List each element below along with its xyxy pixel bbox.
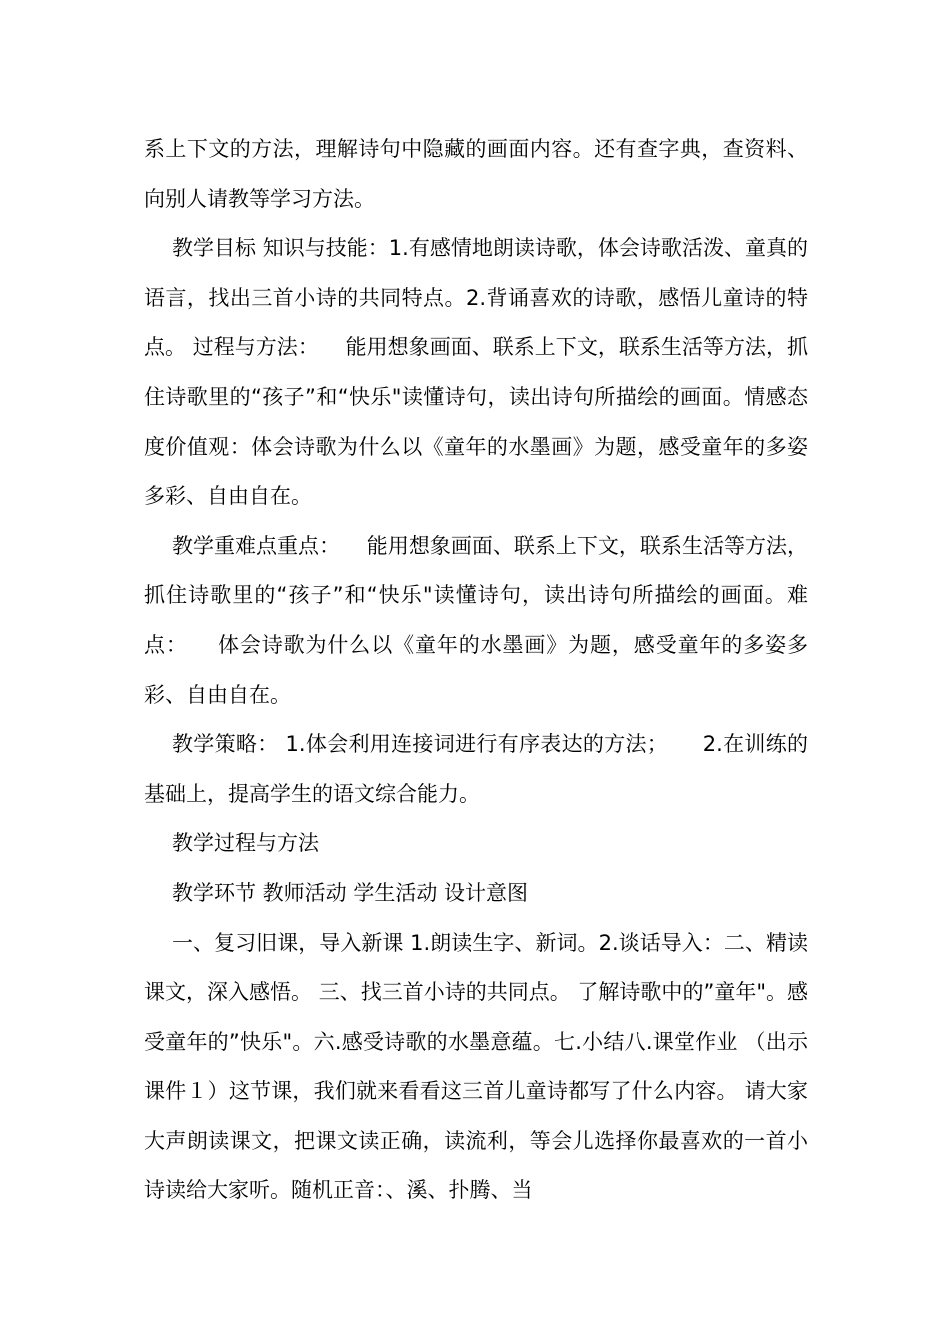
paragraph-key-difficulties: 教学重难点重点： 能用想象画面、联系上下文，联系生活等方法，抓住诗歌里的“孩子”和“快乐"读懂诗句，读出诗句所描绘的画面。难点： 体会诗歌为什么以《童年的水墨画》为题，感受童年的多姿多彩、自由自在。: [144, 533, 808, 707]
paragraph-process-heading: 教学过程与方法: [172, 831, 319, 856]
paragraph-method-continuation: 系上下文的方法，理解诗句中隐藏的画面内容。还有查字典，查资料、向别人请教等学习方法。: [144, 137, 808, 211]
paragraph-lesson-steps: 一、复习旧课，导入新课 1.朗读生字、新词。2.谈话导入：二、精读课文，深入感悟。 三、找三首小诗的共同点。 了解诗歌中的”童年"。感受童年的”快乐"。六.感受诗歌的水墨意蕴。七.小结八.课堂作业 （出示课件１）这节课，我们就来看看这三首儿童诗都写了什么内容。 请大家大声朗读课文，把课文读正确，读流利，等会儿选择你最喜欢的一首小诗读给大家听。随机正音：、溪、扑腾、当: [144, 930, 808, 1203]
paragraph-table-headers: 教学环节 教师活动 学生活动 设计意图: [172, 880, 529, 905]
paragraph-teaching-goals: 教学目标 知识与技能：1.有感情地朗读诗歌，体会诗歌活泼、童真的语言，找出三首小诗的共同特点。2.背诵喜欢的诗歌，感悟儿童诗的特点。 过程与方法： 能用想象画面、联系上下文，联系生活等方法，抓住诗歌里的“孩子”和“快乐"读懂诗句，读出诗句所描绘的画面。情感态度价值观：体会诗歌为什么以《童年的水墨画》为题，感受童年的多姿多彩、自由自在。: [144, 236, 808, 509]
paragraph-teaching-strategy: 教学策略： 1.体会利用连接词进行有序表达的方法； 2.在训练的基础上，提高学生的语文综合能力。: [144, 732, 808, 806]
document-body: [144, 125, 808, 1216]
